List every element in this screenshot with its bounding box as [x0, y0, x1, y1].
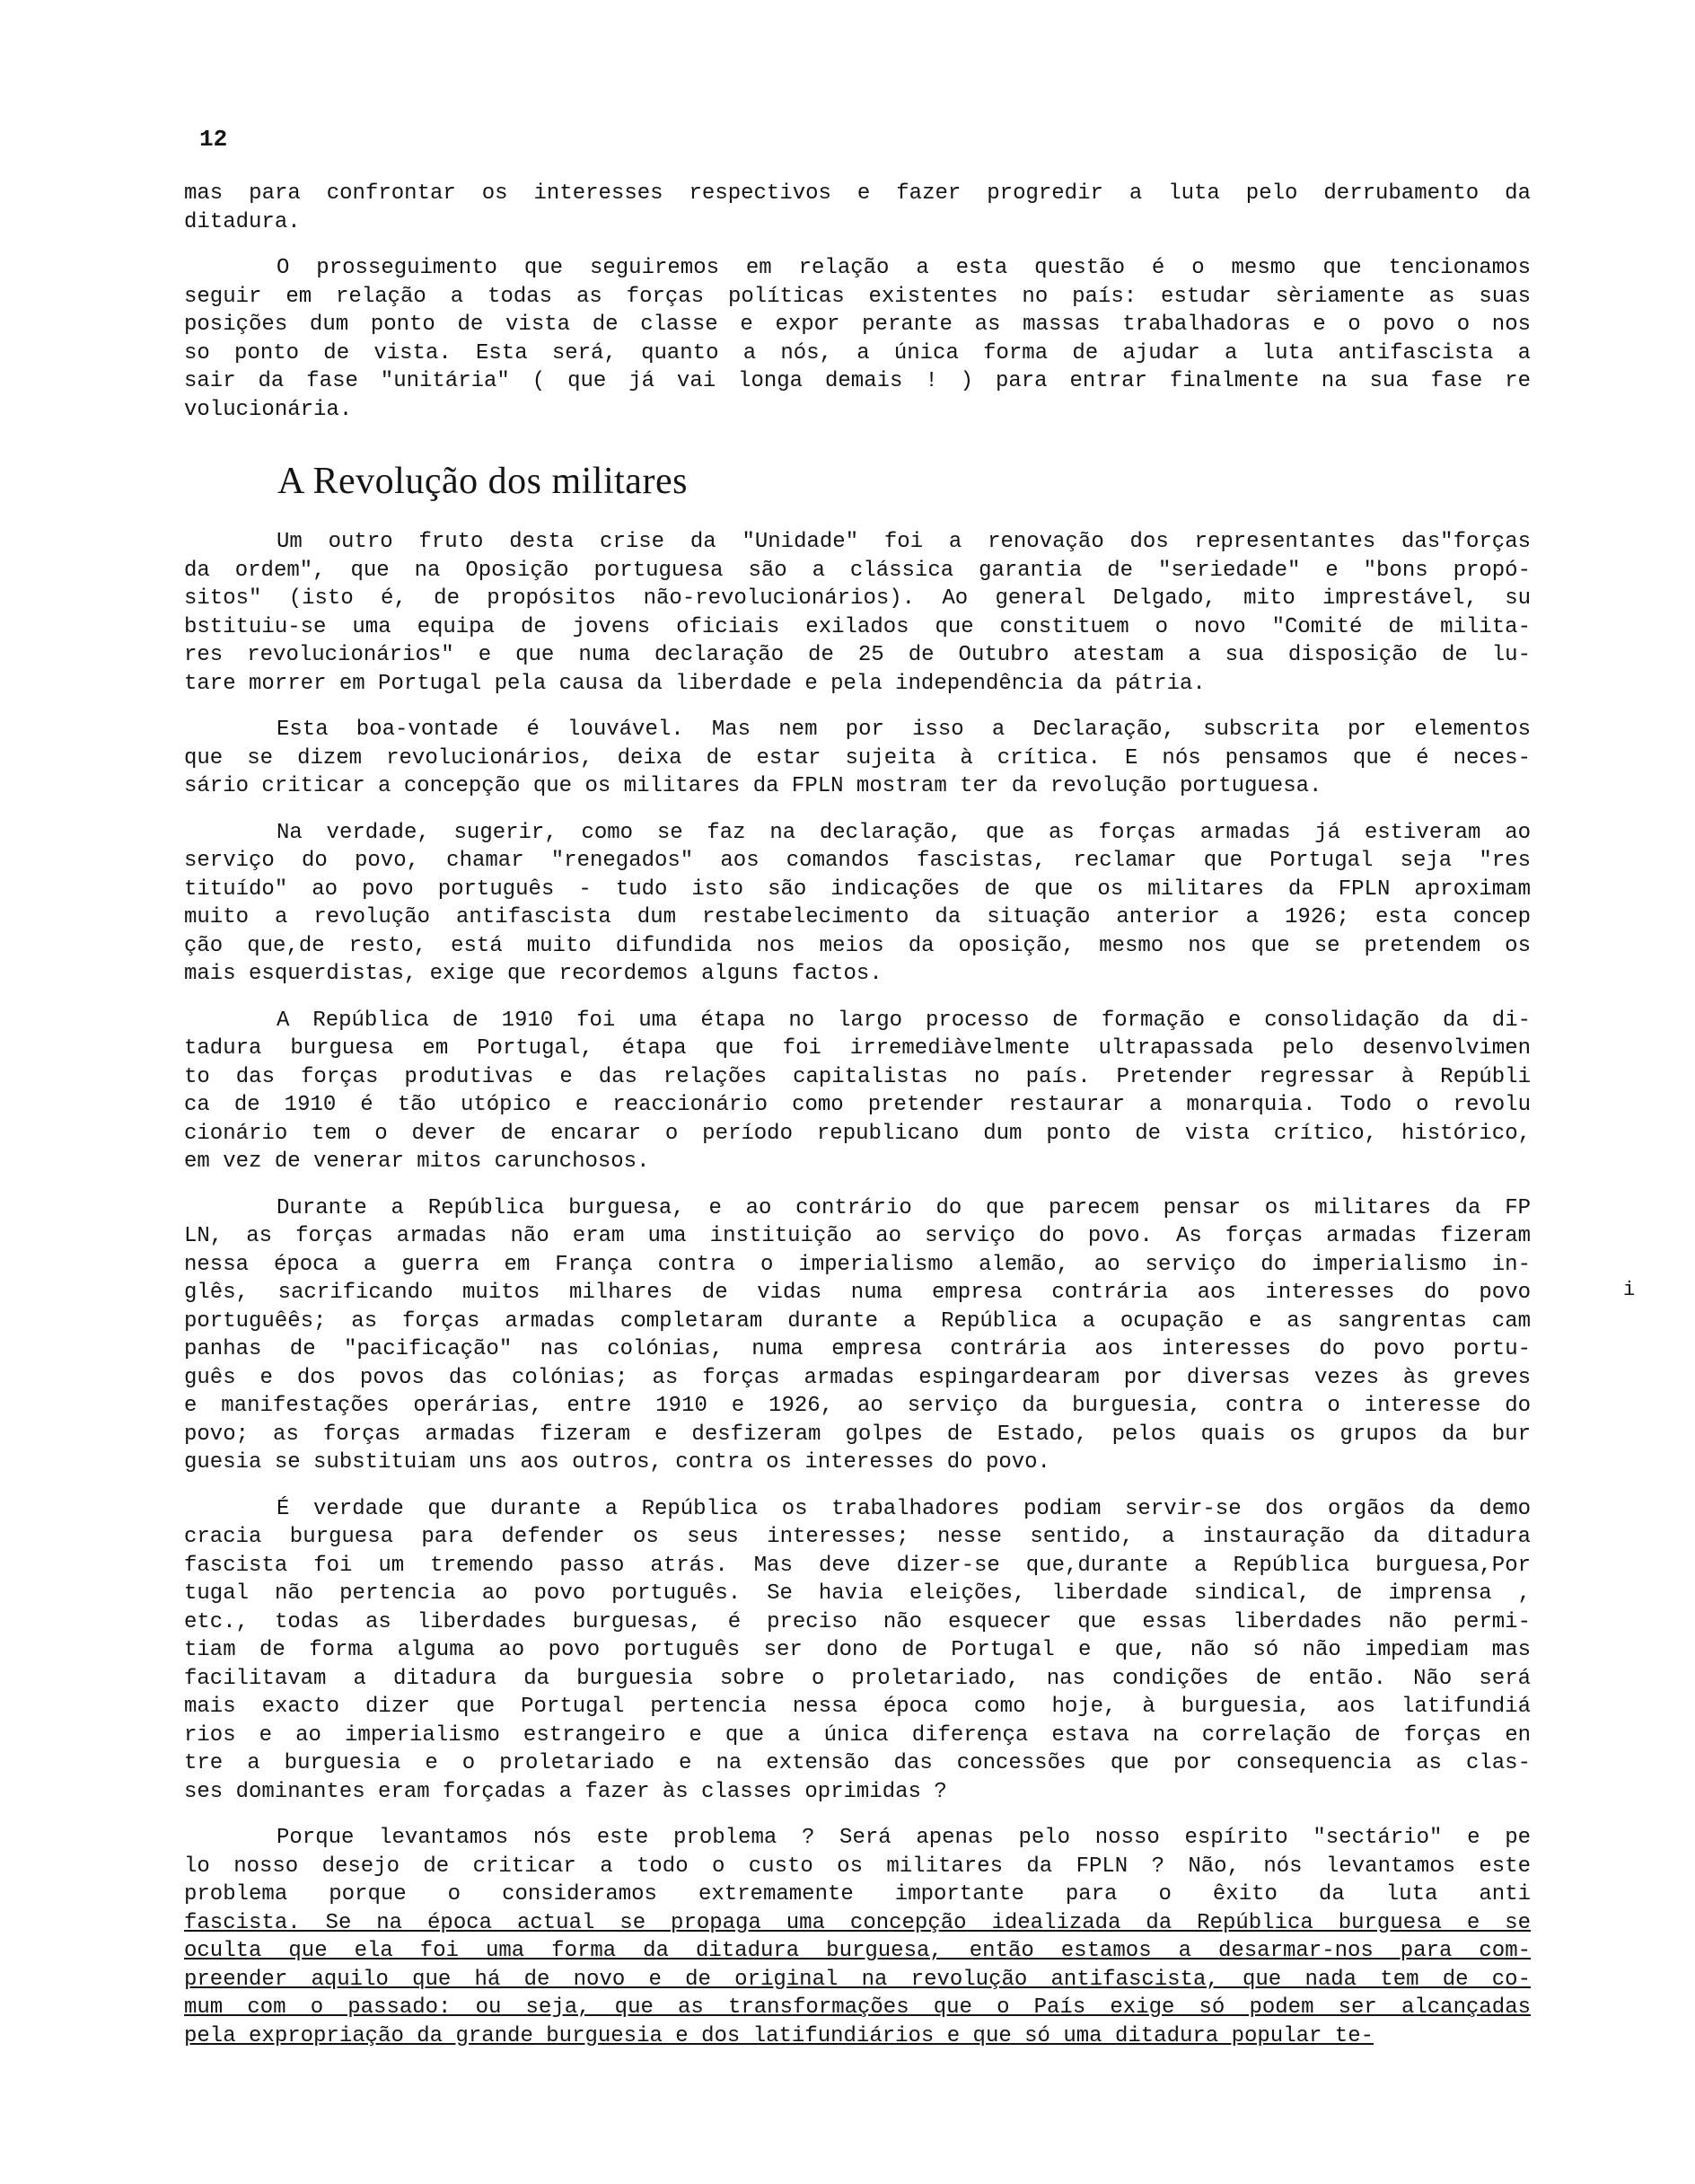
text-line: cionário tem o dever de encarar o período republicano dum ponto de vista crítico, histórico, — [184, 1121, 1531, 1146]
text-line: em vez de venerar mitos carunchosos. — [184, 1149, 650, 1174]
text-line: sário criticar a concepção que os militares da FPLN mostram ter da revolução portuguesa. — [184, 774, 1322, 798]
text-line: Na verdade, sugerir, como se faz na declaração, que as forças armadas já estiveram ao — [277, 820, 1531, 845]
text-line: problema porque o consideramos extremamente importante para o êxito da luta anti — [184, 1882, 1531, 1907]
section-heading: A Revolução dos militares — [277, 461, 688, 502]
text-line: ses dominantes eram forçadas a fazer às classes oprimidas ? — [184, 1779, 947, 1804]
text-line: nessa época a guerra em França contra o imperialismo alemão, ao serviço do imperialismo in- — [184, 1252, 1531, 1277]
paragraph — [184, 819, 1531, 989]
text-line: res revolucionários" e que numa declaração de 25 de Outubro atestam a sua disposição de lu- — [184, 643, 1531, 667]
text-line: ção que,de resto, está muito difundida nos meios da oposição, mesmo nos que se pretendem os — [184, 933, 1531, 958]
paragraph — [184, 1194, 1531, 1477]
text-line: etc., todas as liberdades burguesas, é preciso não esquecer que essas liberdades não permi- — [184, 1609, 1531, 1634]
text-line: Durante a República burguesa, e ao contrário do que parecem pensar os militares da FP — [277, 1195, 1531, 1220]
text-line: bstituiu-se uma equipa de jovens oficiais exilados que constituem o novo "Comité de milita- — [184, 614, 1531, 639]
text-line: preender aquilo que há de novo e de original na revolução antifascista, que nada tem de co- — [184, 1967, 1531, 1992]
text-line: LN, as forças armadas não eram uma instituição ao serviço do povo. As forças armadas fizeram — [184, 1224, 1531, 1248]
text-line: rios e ao imperialismo estrangeiro e que a única diferença estava na correlação de forças en — [184, 1722, 1531, 1748]
document-body — [184, 180, 1531, 2068]
text-line: A República de 1910 foi uma étapa no largo processo de formação e consolidação da di- — [277, 1008, 1531, 1033]
text-line: muito a revolução antifascista dum restabelecimento da situação anterior a 1926; esta concep — [184, 905, 1531, 929]
paragraph — [184, 1495, 1531, 1807]
page-number: 12 — [199, 126, 228, 153]
paragraph — [184, 716, 1531, 801]
text-line: É verdade que durante a República os trabalhadores podiam servir-se dos orgãos da demo — [277, 1496, 1531, 1521]
text-line: sair da fase "unitária" ( que já vai longa demais ! ) para entrar finalmente na sua fase re — [184, 369, 1531, 393]
text-line: O prosseguimento que seguiremos em relação a esta questão é o mesmo que tencionamos — [277, 256, 1531, 280]
text-line: oculta que ela foi uma forma da ditadura burguesa, então estamos a desarmar-nos para com- — [184, 1939, 1531, 1963]
text-line: que se dizem revolucionários, deixa de estar sujeita à crítica. E nós pensamos que é neces- — [184, 745, 1531, 771]
margin-mark: i — [1623, 1279, 1636, 1301]
text-line: povo; as forças armadas fizeram e desfizeram golpes de Estado, pelos quais os grupos da bur — [184, 1422, 1531, 1447]
text-line: fascista foi um tremendo passo atrás. Mas deve dizer-se que,durante a República burguesa,Por — [184, 1553, 1531, 1578]
text-line: panhas de "pacificação" nas colónias, numa empresa contrária aos interesses do povo portu- — [184, 1337, 1531, 1361]
text-line: lo nosso desejo de criticar a todo o custo os militares da FPLN ? Não, nós levantamos este — [184, 1854, 1531, 1879]
text-line: tre a burguesia e o proletariado e na extensão das concessões que por consequencia as clas- — [184, 1751, 1531, 1775]
text-line: da ordem", que na Oposição portuguesa são a clássica garantia de "seriedade" e "bons propó- — [184, 558, 1531, 583]
text-line: tugal não pertencia ao povo português. Se havia eleições, liberdade sindical, de imprensa , — [184, 1581, 1531, 1606]
paragraph — [184, 528, 1531, 698]
text-line: to das forças produtivas e das relações capitalistas no país. Pretender regressar à Repúbli — [184, 1064, 1531, 1089]
text-line: tare morrer em Portugal pela causa da liberdade e pela independência da pátria. — [184, 671, 1206, 696]
paragraph — [184, 254, 1531, 424]
text-line: e manifestações operárias, entre 1910 e 1926, ao serviço da burguesia, contra o interesse do — [184, 1394, 1531, 1418]
text-line: volucionária. — [184, 397, 353, 422]
text-line: mais exacto dizer que Portugal pertencia nessa época como hoje, à burguesia, aos latifundiá — [184, 1695, 1531, 1719]
text-line: glês, sacrificando muitos milhares de vidas numa empresa contrária aos interesses do povo — [184, 1281, 1531, 1305]
text-line: mum com o passado: ou seja, que as transformações que o País exige só podem ser alcançadas — [184, 1995, 1531, 2020]
paragraph — [184, 1007, 1531, 1176]
text-line: mas para confrontar os interesses respectivos e fazer progredir a luta pelo derrubamento da — [184, 181, 1531, 206]
paragraph — [184, 1824, 1531, 2050]
text-line: tituído" ao povo português - tudo isto são indicações de que os militares da FPLN aproximam — [184, 876, 1531, 902]
text-line: ca de 1910 é tão utópico e reaccionário como pretender restaurar a monarquia. Todo o revolu — [184, 1093, 1531, 1117]
text-line: serviço do povo, chamar "renegados" aos comandos fascistas, reclamar que Portugal seja "res — [184, 849, 1531, 873]
text-line: so ponto de vista. Esta será, quanto a nós, a única forma de ajudar a luta antifascista a — [184, 340, 1531, 365]
text-line: Um outro fruto desta crise da "Unidade" foi a renovação dos representantes das"forças — [277, 530, 1531, 554]
text-line: pela expropriação da grande burguesia e dos latifundiários e que só uma ditadura popular te- — [184, 2023, 1374, 2048]
text-line: facilitavam a ditadura da burguesia sobre o proletariado, nas condições de então. Não será — [184, 1666, 1531, 1691]
text-line: portuguêês; as forças armadas completaram durante a República a ocupação e as sangrentas cam — [184, 1308, 1531, 1334]
text-line: sitos" (isto é, de propósitos não-revolucionários). Ao general Delgado, mito imprestável, su — [184, 586, 1531, 611]
text-line: Porque levantamos nós este problema ? Será apenas pelo nosso espírito "sectário" e pe — [277, 1826, 1531, 1850]
text-line: cracia burguesa para defender os seus interesses; nesse sentido, a instauração da ditadura — [184, 1525, 1531, 1549]
text-line: tadura burguesa em Portugal, étapa que foi irremediàvelmente ultrapassada pelo desenvolvimen — [184, 1036, 1531, 1061]
text-line: Esta boa-vontade é louvável. Mas nem por isso a Declaração, subscrita por elementos — [277, 718, 1531, 742]
text-line: guesia se substituiam uns aos outros, contra os interesses do povo. — [184, 1450, 1050, 1475]
text-line: guês e dos povos das colónias; as forças armadas espingardearam por diversas vezes às greves — [184, 1365, 1531, 1390]
text-line: posições dum ponto de vista de classe e expor perante as massas trabalhadoras e o povo o nos — [184, 313, 1531, 337]
text-line: ditadura. — [184, 209, 301, 234]
text-line: mais esquerdistas, exige que recordemos alguns factos. — [184, 962, 883, 986]
paragraph — [184, 180, 1531, 236]
text-line: tiam de forma alguma ao povo português ser dono de Portugal e que, não só não impediam mas — [184, 1638, 1531, 1662]
text-line: seguir em relação a todas as forças políticas existentes no país: estudar sèriamente as suas — [184, 284, 1531, 309]
text-line: fascista. Se na época actual se propaga uma concepção idealizada da República burguesa e se — [184, 1910, 1531, 1935]
